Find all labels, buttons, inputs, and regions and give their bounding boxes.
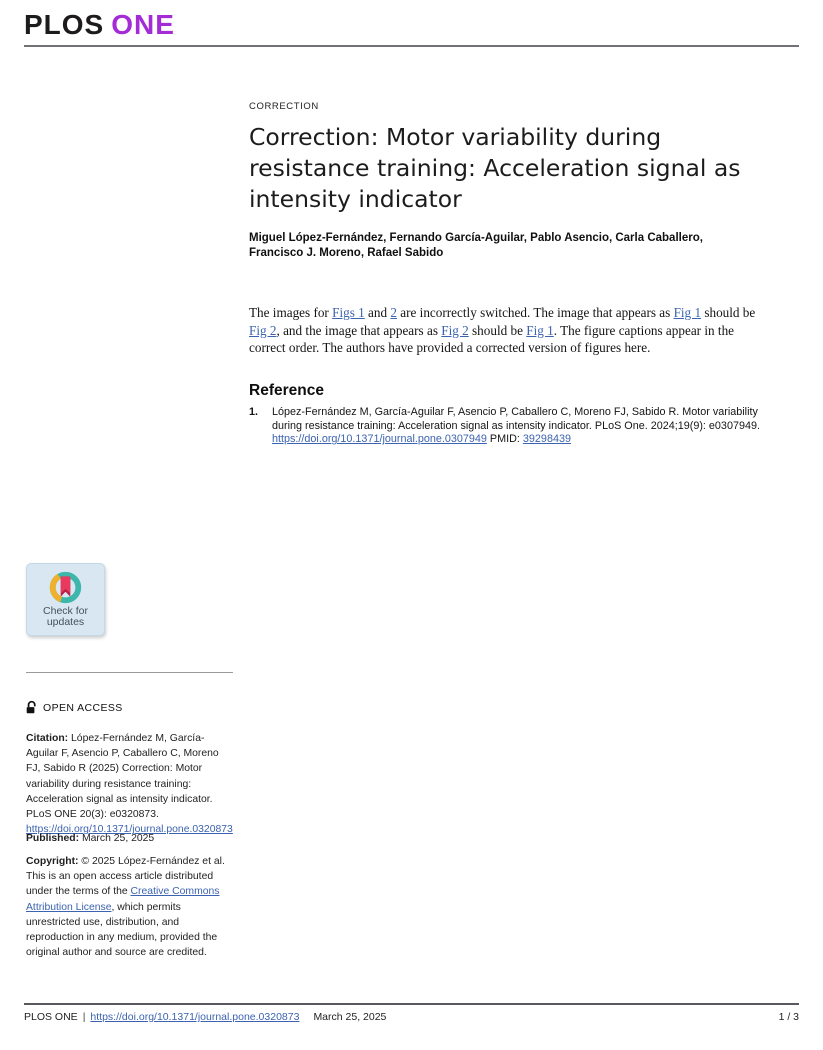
paragraph-text: should be [468,322,527,338]
reference-pmid-link[interactable]: 39298439 [522,433,571,446]
citation-block [26,731,234,837]
copyright-block [26,854,234,960]
article-body [249,101,773,447]
fig-2-link[interactable]: Fig 2 [441,322,469,338]
footer-separator: | [82,1011,86,1023]
paragraph-text: should be [701,305,756,320]
plos-one-logo [24,9,175,41]
fig-1-link[interactable]: Fig 1 [673,305,702,320]
citation-text: López-Fernández M, García-Aguilar F, Asencio P, Caballero C, Moreno FJ, Sabido R (2025) Correction: Motor variability during resistance training: Acceleration signal as intensity indicator. PLoS ONE 20(3): e0320873. [26,733,219,821]
copyright-text: © 2025 López-Fernández et al. This is an open access article distributed under the terms of the [26,856,225,898]
copyright-label: Copyright: [26,856,82,867]
badge-label-line1: Check for [43,604,88,617]
citation-label: Citation: [26,733,72,744]
open-access-lock-icon [26,700,38,715]
fig-2-link[interactable]: Fig 2 [249,322,277,338]
footer-left [24,1011,386,1023]
fig-1-link[interactable]: Fig 1 [526,322,554,338]
open-access-row [26,700,123,715]
reference-heading: Reference [249,381,324,399]
open-access-label: OPEN ACCESS [43,701,123,714]
logo-one-text: ONE [111,9,175,40]
author-list: Miguel López-Fernández, Fernando García-Aguilar, Pablo Asencio, Carla Caballero, Francisco J. Moreno, Rafael Sabido [249,232,703,259]
reference-pmid-label: PMID: [486,433,523,446]
published-label: Published: [26,833,82,844]
paragraph-text: The images for [249,305,333,320]
logo-plos-text: PLOS [24,9,105,40]
footer [24,1011,799,1023]
paragraph-text: . The figure captions appear in the correct order. The authors have provided a corrected version of figures here. [249,322,735,356]
reference-text: López-Fernández M, García-Aguilar F, Asencio P, Caballero C, Moreno FJ, Sabido R. Motor variability during resistance training: Acceleration signal as intensity indicator. PLoS One. 2024;19(9): e0307949. [272,405,760,432]
figs-1-link[interactable]: Figs 1 [332,305,365,320]
footer-journal-name: PLOS ONE [24,1011,78,1023]
header-divider [24,45,799,47]
published-block [26,831,234,846]
copyright-text: , which permits unrestricted use, distribution, and reproduction in any medium, provided the original author and source are credited. [26,901,218,959]
badge-label-line2: updates [46,616,85,628]
correction-paragraph [249,304,773,357]
paragraph-text: , and the image that appears as [276,322,442,338]
check-for-updates-label [43,606,88,629]
reference-doi-link[interactable]: https://doi.org/10.1371/journal.pone.0307949 [272,433,487,446]
footer-date: March 25, 2025 [313,1011,387,1023]
check-for-updates-badge[interactable] [26,563,105,636]
article-type-kicker: CORRECTION [249,101,319,112]
footer-divider [24,1003,799,1005]
published-date: March 25, 2025 [82,833,155,844]
fig-2-number-link[interactable]: 2 [390,305,397,320]
cc-license-link[interactable]: Creative Commons Attribution License [26,886,220,913]
crossmark-icon [49,571,82,604]
article-title: Correction: Motor variability during resistance training: Acceleration signal as intensity indicator [249,123,741,213]
footer-doi-link[interactable]: https://doi.org/10.1371/journal.pone.0320873 [90,1011,300,1023]
citation-doi-link[interactable]: https://doi.org/10.1371/journal.pone.0320873 [26,824,233,836]
sidebar-divider [26,672,233,673]
reference-text-block [272,406,773,447]
paragraph-text: are incorrectly switched. The image that appears as [396,305,674,320]
footer-page-number: 1 / 3 [778,1011,799,1023]
reference-number: 1. [249,405,259,418]
reference-item [249,406,773,447]
paragraph-text: and [364,305,391,320]
